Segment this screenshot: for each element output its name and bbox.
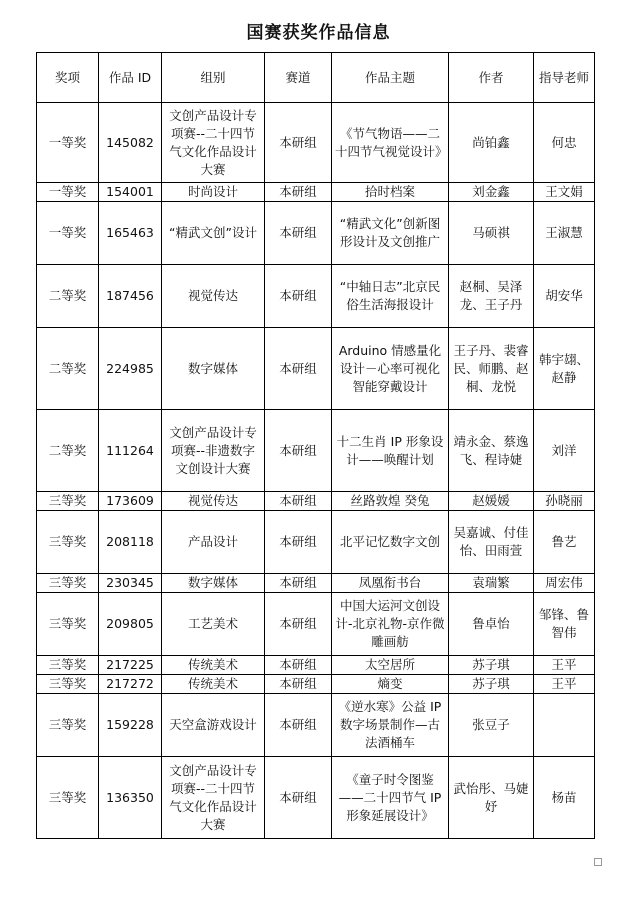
theme-cell: 太空居所 xyxy=(332,656,449,675)
theme-cell: 丝路敦煌 癸兔 xyxy=(332,492,449,511)
advisor-cell: 王平 xyxy=(534,656,595,675)
track-cell: 本研组 xyxy=(265,183,332,202)
award-cell: 二等奖 xyxy=(37,328,99,410)
award-cell: 二等奖 xyxy=(37,265,99,328)
table-row xyxy=(37,593,595,656)
award-cell: 三等奖 xyxy=(37,656,99,675)
author-cell: 吴嘉诚、付佳怡、田雨萱 xyxy=(449,511,534,574)
theme-cell: 十二生肖 IP 形象设计——唤醒计划 xyxy=(332,410,449,492)
table-row xyxy=(37,202,595,265)
advisor-cell: 邹锋、鲁智伟 xyxy=(534,593,595,656)
award-cell: 三等奖 xyxy=(37,675,99,694)
category-cell: 文创产品设计专项赛--非遗数字文创设计大赛 xyxy=(162,410,265,492)
theme-cell: 《童子时令图鉴——二十四节气 IP 形象延展设计》 xyxy=(332,757,449,839)
table-header-row xyxy=(37,53,595,103)
header-cell: 作品 ID xyxy=(99,53,162,103)
header-cell: 指导老师 xyxy=(534,53,595,103)
table-row xyxy=(37,103,595,183)
work-id-cell: 208118 xyxy=(99,511,162,574)
work-id-cell: 159228 xyxy=(99,694,162,757)
table-row xyxy=(37,757,595,839)
category-cell: 文创产品设计专项赛--二十四节气文化作品设计大赛 xyxy=(162,757,265,839)
theme-cell: 熵变 xyxy=(332,675,449,694)
work-id-cell: 230345 xyxy=(99,574,162,593)
category-cell: 文创产品设计专项赛--二十四节气文化作品设计大赛 xyxy=(162,103,265,183)
header-cell: 奖项 xyxy=(37,53,99,103)
work-id-cell: 173609 xyxy=(99,492,162,511)
category-cell: “精武文创”设计 xyxy=(162,202,265,265)
author-cell: 鲁卓怡 xyxy=(449,593,534,656)
author-cell: 尚铂鑫 xyxy=(449,103,534,183)
advisor-cell: 何忠 xyxy=(534,103,595,183)
table-body xyxy=(37,103,595,839)
author-cell: 王子丹、裴睿民、师鹏、赵桐、龙悦 xyxy=(449,328,534,410)
category-cell: 传统美术 xyxy=(162,656,265,675)
track-cell: 本研组 xyxy=(265,593,332,656)
table-row xyxy=(37,328,595,410)
theme-cell: 拾时档案 xyxy=(332,183,449,202)
table-row xyxy=(37,675,595,694)
table-row xyxy=(37,511,595,574)
track-cell: 本研组 xyxy=(265,656,332,675)
header-cell: 组别 xyxy=(162,53,265,103)
track-cell: 本研组 xyxy=(265,574,332,593)
theme-cell: 中国大运河文创设计-北京礼物-京作微雕画舫 xyxy=(332,593,449,656)
author-cell: 苏子琪 xyxy=(449,675,534,694)
table-row xyxy=(37,183,595,202)
work-id-cell: 136350 xyxy=(99,757,162,839)
author-cell: 刘金鑫 xyxy=(449,183,534,202)
award-cell: 三等奖 xyxy=(37,593,99,656)
track-cell: 本研组 xyxy=(265,202,332,265)
track-cell: 本研组 xyxy=(265,103,332,183)
award-cell: 三等奖 xyxy=(37,511,99,574)
awards-table xyxy=(36,52,595,839)
advisor-cell: 孙晓丽 xyxy=(534,492,595,511)
award-cell: 二等奖 xyxy=(37,410,99,492)
advisor-cell: 韩宇翃、赵静 xyxy=(534,328,595,410)
author-cell: 张豆子 xyxy=(449,694,534,757)
track-cell: 本研组 xyxy=(265,511,332,574)
work-id-cell: 217272 xyxy=(99,675,162,694)
category-cell: 工艺美术 xyxy=(162,593,265,656)
category-cell: 数字媒体 xyxy=(162,574,265,593)
header-cell: 作者 xyxy=(449,53,534,103)
table-row xyxy=(37,656,595,675)
author-cell: 袁瑞繁 xyxy=(449,574,534,593)
author-cell: 苏子琪 xyxy=(449,656,534,675)
award-cell: 一等奖 xyxy=(37,183,99,202)
header-cell: 赛道 xyxy=(265,53,332,103)
advisor-cell: 王淑慧 xyxy=(534,202,595,265)
award-cell: 三等奖 xyxy=(37,757,99,839)
theme-cell: 凤凰衔书台 xyxy=(332,574,449,593)
theme-cell: Arduino 情感量化设计－心率可视化智能穿戴设计 xyxy=(332,328,449,410)
author-cell: 马硕祺 xyxy=(449,202,534,265)
work-id-cell: 165463 xyxy=(99,202,162,265)
track-cell: 本研组 xyxy=(265,757,332,839)
work-id-cell: 217225 xyxy=(99,656,162,675)
table-row xyxy=(37,265,595,328)
table-row xyxy=(37,492,595,511)
category-cell: 时尚设计 xyxy=(162,183,265,202)
work-id-cell: 111264 xyxy=(99,410,162,492)
theme-cell: “精武文化”创新图形设计及文创推广 xyxy=(332,202,449,265)
advisor-cell: 王平 xyxy=(534,675,595,694)
track-cell: 本研组 xyxy=(265,694,332,757)
author-cell: 靖永金、蔡逸飞、程诗婕 xyxy=(449,410,534,492)
document-title: 国赛获奖作品信息 xyxy=(246,23,391,43)
track-cell: 本研组 xyxy=(265,492,332,511)
theme-cell: “中轴日志”北京民俗生活海报设计 xyxy=(332,265,449,328)
track-cell: 本研组 xyxy=(265,675,332,694)
theme-cell: 北平记忆数字文创 xyxy=(332,511,449,574)
award-cell: 三等奖 xyxy=(37,492,99,511)
advisor-cell: 周宏伟 xyxy=(534,574,595,593)
advisor-cell: 鲁艺 xyxy=(534,511,595,574)
category-cell: 天空盒游戏设计 xyxy=(162,694,265,757)
advisor-cell: 刘洋 xyxy=(534,410,595,492)
category-cell: 视觉传达 xyxy=(162,265,265,328)
category-cell: 数字媒体 xyxy=(162,328,265,410)
track-cell: 本研组 xyxy=(265,265,332,328)
advisor-cell: 王文娟 xyxy=(534,183,595,202)
theme-cell: 《逆水寒》公益 IP 数字场景制作—古法酒桶车 xyxy=(332,694,449,757)
category-cell: 传统美术 xyxy=(162,675,265,694)
advisor-cell: 胡安华 xyxy=(534,265,595,328)
track-cell: 本研组 xyxy=(265,410,332,492)
work-id-cell: 187456 xyxy=(99,265,162,328)
advisor-cell xyxy=(534,694,595,757)
table-row xyxy=(37,410,595,492)
track-cell: 本研组 xyxy=(265,328,332,410)
award-cell: 三等奖 xyxy=(37,694,99,757)
header-cell: 作品主题 xyxy=(332,53,449,103)
advisor-cell: 杨苗 xyxy=(534,757,595,839)
author-cell: 赵桐、吴泽龙、王子丹 xyxy=(449,265,534,328)
table-row xyxy=(37,574,595,593)
author-cell: 赵媛媛 xyxy=(449,492,534,511)
table-end-marker xyxy=(594,858,602,866)
work-id-cell: 224985 xyxy=(99,328,162,410)
award-cell: 一等奖 xyxy=(37,202,99,265)
author-cell: 武怡彤、马婕妤 xyxy=(449,757,534,839)
work-id-cell: 209805 xyxy=(99,593,162,656)
table-row xyxy=(37,694,595,757)
award-cell: 一等奖 xyxy=(37,103,99,183)
theme-cell: 《节气物语——二十四节气视觉设计》 xyxy=(332,103,449,183)
work-id-cell: 154001 xyxy=(99,183,162,202)
award-cell: 三等奖 xyxy=(37,574,99,593)
category-cell: 产品设计 xyxy=(162,511,265,574)
work-id-cell: 145082 xyxy=(99,103,162,183)
category-cell: 视觉传达 xyxy=(162,492,265,511)
